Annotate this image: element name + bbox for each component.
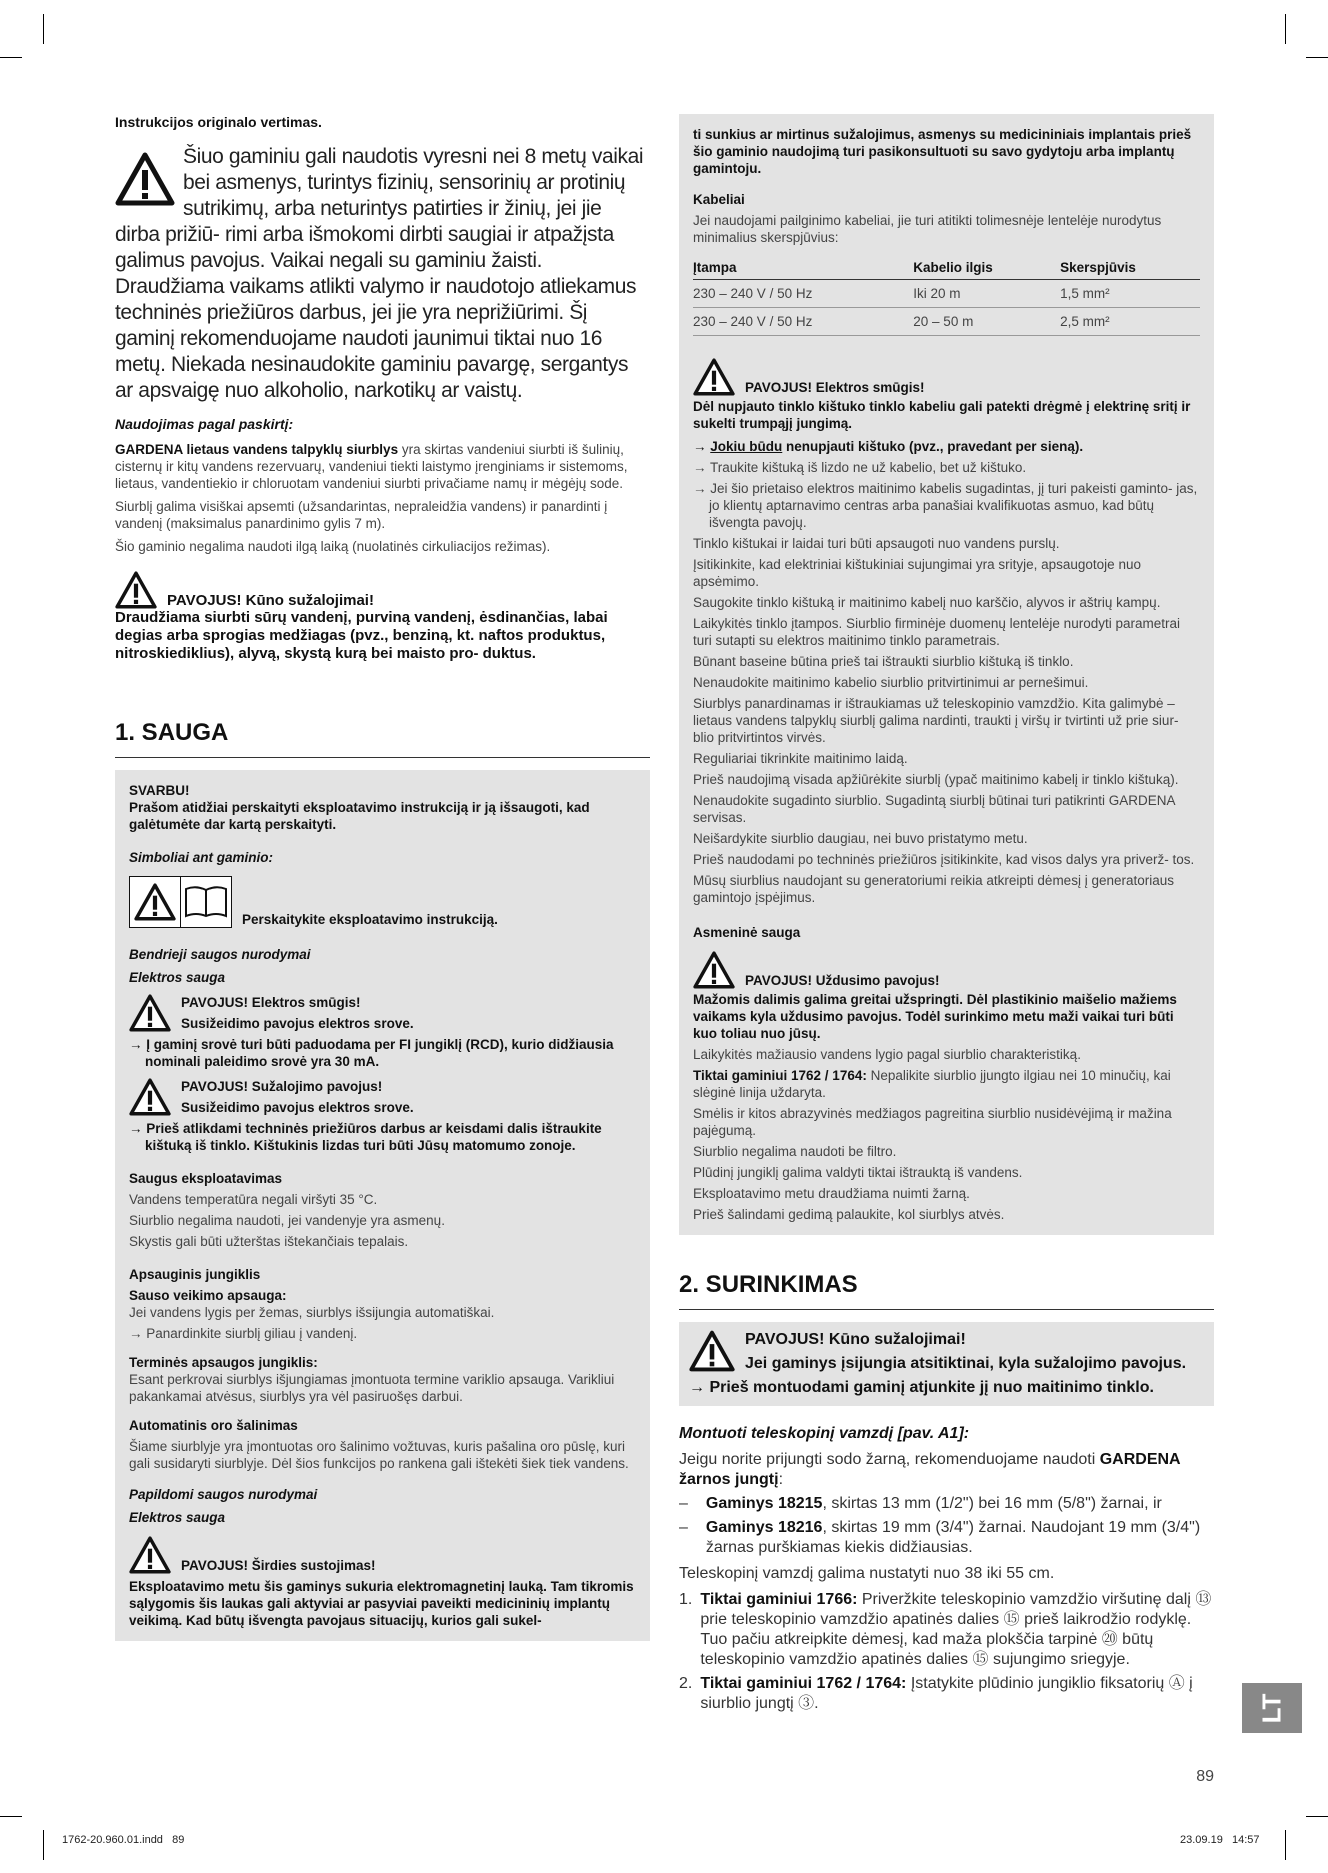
w2-title: PAVOJUS! Sužalojimo pavojus! [181,1079,383,1094]
table-cell: 230 – 240 V / 50 Hz [693,308,913,336]
shock-arrow-2-text: Traukite kištuką iš lizdo ne už kabelio, bet už kištuko. [710,460,1027,475]
crop-mark [1306,1816,1328,1817]
w1-sub: Susižeidimo pavojus elektros srove. [181,1016,414,1031]
w1-title: PAVOJUS! Elektros smūgis! [181,995,361,1010]
crop-mark [43,14,44,44]
safe-title: Saugus eksploatavimas [129,1171,283,1186]
warning-icon [129,1536,171,1574]
table-header: Skerspjūvis [1060,256,1200,280]
crop-mark [1306,57,1328,58]
symbol-box [129,876,232,928]
table-cell: 20 – 50 m [913,308,1060,336]
list-item [679,1494,1214,1514]
p-line: Prieš šalindami gedimą palaukite, kol siurblys atvės. [693,1207,1005,1222]
list-dash: – [679,1519,688,1536]
cont-text: ti sunkius ar mirtinus sužalojimus, asmenys su medicininiais implantais prieš šio gaminio naudojimą turi pasikonsultuoti su savo gydytoju arba implantų gamintoju. [693,127,1192,176]
choke-title: PAVOJUS! Uždusimo pavojus! [745,973,940,988]
p-line: Smėlis ir kitos abrazyvinės medžiagos pagreitina siurblio nusidėvėjimą ir mažina pajėgumą. [693,1106,1172,1138]
shock-arrow-3-text: Jei šio prietaiso elektros maitinimo kabelis sugadintas, jį turi pakeisti gaminto- jas, jo klientų aptarnavimo centras arba panašiai kvalifikuotas asmuo, kad būtų išvengta pavojų. [709,481,1198,530]
s2-danger-title: PAVOJUS! Kūno sužalojimai! [745,1331,966,1348]
intended-title: Naudojimas pagal paskirtį: [115,416,294,432]
safety-box-continued [679,114,1214,1235]
symbols-text: Perskaitykite eksploatavimo instrukciją. [242,912,498,927]
warning-icon [689,1330,735,1372]
extra-sub: Elektros sauga [129,1510,226,1525]
p-line: Eksploatavimo metu draudžiama nuimti žarną. [693,1186,970,1201]
switch-title: Apsauginis jungiklis [129,1267,261,1282]
heart-title: PAVOJUS! Širdies sustojimas! [181,1558,376,1573]
mount-title: Montuoti teleskopinį vamzdį [pav. A1]: [679,1425,970,1442]
shock-arrow-1: → Jokiu būdu nenupjauti kištuko (pvz., pravedant per sieną). [693,439,1084,454]
w2-arrow-text: Prieš atlikdami techninės priežiūros darbus ar keisdami dalis ištraukite kištuką iš tinklo. Kištukinis lizdas turi būti Jūsų matomumo zonoje. [145,1121,602,1153]
symbol-manual [181,876,232,928]
adjust-text: Teleskopinį vamzdį galima nustatyti nuo 38 iki 55 cm. [679,1565,1055,1582]
step-2 [679,1674,1214,1714]
intended-p3: Šio gaminio negalima naudoti ilgą laiką (nuolatinės cirkuliacijos režimas). [115,539,551,554]
p-line-2-bold: Tiktai gaminiui 1762 / 1764: [693,1068,867,1083]
step2-bold: Tiktai gaminiui 1762 / 1764: [700,1675,907,1692]
dry-arrow: → Panardinkite siurblį giliau į vandenį. [129,1326,358,1341]
warning-icon [693,951,735,989]
safe-1: Vandens temperatūra negali viršyti 35 °C. [129,1192,378,1207]
warning-choke [693,951,1200,989]
warning-heart [129,1536,636,1574]
step1-text: Priveržkite teleskopinio vamzdžio viršutinę dalį ⑬ prie teleskopinio vamzdžio apatinės dalies ⑮ prieš laikrodžio rodyklę. Tuo pačiu atkreipkite dėmesį, kad maža plokščia tarpinė ⑳ būtų teleskopinio vamzdžio apatinės dalies ⑮ sujungimo sriegyje. [700,1591,1212,1668]
footer-date: 23.09.19 14:57 [1180,1834,1260,1846]
item2-text: , skirtas 19 mm (3/4") žarnai. Naudojant 19 mm (3/4") žarnas purškiamas kiekis didžiausias. [705,1519,1201,1556]
s2-danger-arrow: → Prieš montuodami gaminį atjunkite jį nuo maitinimo tinklo. [689,1379,1154,1396]
danger-injury-head [115,571,650,609]
dry-arrow-text: Panardinkite siurblį giliau į vandenį. [146,1326,358,1341]
thermal-title: Terminės apsaugos jungiklis: [129,1355,318,1370]
assembly-warning-texts [745,1330,1186,1374]
step-2-text [700,1674,1214,1714]
step2-text: Įstatykite plūdinio jungiklio fiksatorių Ⓐ į siurblio jungtį ③. [700,1675,1193,1712]
rule-line: Neišardykite siurblio daugiau, nei buvo pristatymo metu. [693,831,1028,846]
crop-mark [1285,1830,1286,1860]
rule-line: Įsitikinkite, kad elektriniai kištukiniai sujungimai yra srityje, apsaugotoje nuo apsėmimo. [693,557,1141,589]
step-1 [679,1590,1214,1670]
rule-line: Prieš naudojimą visada apžiūrėkite siurblį (ypač maitinimo kabelį ir tinklo kištuką). [693,772,1179,787]
intended-p2: Siurblį galima visiškai apsemti (užsandarintas, nepraleidžia vandens) ir panardinti į vandenį (maksimalus panardinimo gylis 7 m). [115,499,608,531]
table-cell: 2,5 mm² [1060,308,1200,336]
crop-mark [0,57,22,58]
warning-icon [693,358,735,396]
w2-sub: Susižeidimo pavojus elektros srove. [181,1100,414,1115]
step-1-text [700,1590,1214,1670]
warning-icon [129,1078,171,1116]
table-row [693,280,1200,308]
rule-line: Nenaudokite maitinimo kabelio siurblio pritvirtinimui ar pernešimui. [693,675,1089,690]
danger-injury-title: PAVOJUS! Kūno sužalojimai! [167,592,374,609]
extra-title: Papildomi saugos nurodymai [129,1487,318,1502]
w1-arrow: → Į gaminį srovė turi būti paduodama per FI jungiklį (RCD), kurio didžiausia nominali paleidimo srovė yra 30 mA. [129,1037,614,1069]
footer-file: 1762-20.960.01.indd 89 [62,1834,185,1846]
crop-mark [43,1830,44,1860]
table-cell: 1,5 mm² [1060,280,1200,308]
mount-text-start: Jeigu norite prijungti sodo žarną, rekomenduojame naudoti [679,1451,1100,1468]
symbols-title: Simboliai ant gaminio: [129,850,274,865]
personal-title: Asmeninė sauga [693,925,801,940]
step-number: 1. [679,1591,693,1608]
rule-line: Būnant baseine būtina prieš tai ištraukti siurblio kištuką iš tinklo. [693,654,1074,669]
right-column [679,114,1214,1714]
step-number: 2. [679,1675,693,1692]
shock-text: Dėl nupjauto tinklo kištuko tinklo kabeliu gali patekti drėgmė į elektrinę sritį ir sukelti trumpąjį jungimą. [693,399,1191,431]
warning-injury-texts [181,1078,414,1116]
shock-arrow-1-text: nenupjauti kištuko (pvz., pravedant per sieną). [782,439,1084,454]
warning-icon [134,883,176,921]
safe-3: Skystis gali būti užterštas ištekančiais tepalais. [129,1234,409,1249]
w1-arrow-text: Į gaminį srovė turi būti paduodama per FI jungiklį (RCD), kurio didžiausia nominali paleidimo srovė yra 30 mA. [145,1037,614,1069]
rule-line: Prieš naudodami po techninės priežiūros įsitikinkite, kad visos dalys yra priverž- tos. [693,852,1195,867]
mount-text-end: : [778,1471,784,1488]
step1-bold: Tiktai gaminiui 1766: [700,1591,858,1608]
safety-box [115,770,650,1641]
table-cell: 230 – 240 V / 50 Hz [693,280,913,308]
language-tab-label: LT [1256,1693,1287,1723]
crop-mark [1285,14,1286,44]
rule-line: Saugokite tinklo kištuką ir maitinimo kabelį nuo karščio, alyvos ir aštrių kampų. [693,595,1161,610]
shock-arrow-1-u: Jokiu būdu [710,439,783,454]
warning-shock-texts [181,994,414,1032]
warning-icon [115,571,157,609]
w2-arrow: → Prieš atlikdami techninės priežiūros darbus ar keisdami dalis ištraukite kištuką iš tinklo. Kištukinis lizdas turi būti Jūsų matomumo zonoje. [129,1121,602,1153]
p-line-2-text: Nepalikite siurblio įjungto ilgiau nei 10 minučių, kai slėginė linija uždaryta. [693,1068,1171,1100]
rule-line: Mūsų siurblius naudojant su generatoriumi reikia atkreipti dėmesį į generatoriaus gamintojo įspėjimus. [693,873,1174,905]
list-item-text [706,1518,1214,1558]
table-row [693,308,1200,336]
rule-line: Tinklo kištukai ir laidai turi būti apsaugoti nuo vandens purslų. [693,536,1060,551]
mount-text-bold: GARDENA žarnos jungtį [679,1451,1180,1488]
intro-block [115,144,650,404]
electric-title: Elektros sauga [129,970,226,985]
rule-line: Nenaudokite sugadinto siurblio. Sugadintą siurblį būtinai turi patikrinti GARDENA servisas. [693,793,1175,825]
item1-bold: Gaminys 18215 [705,1495,823,1512]
page-number: 89 [1196,1768,1214,1785]
intended-p1-text: yra skirtas vandeniui siurbti iš šulinių, cisternų ir kitų vandens rezervuarų, vandeniui tiekti laistymo įrenginiams ir sistemoms, lietaus, vandentiekio ir chloruotam vandeniui siurbti privačiame namų ir mėgėjų sode. [115,442,628,491]
shock-arrow-3: → Jei šio prietaiso elektros maitinimo kabelis sugadintas, jį turi pakeisti gaminto- jas, jo klientų aptarnavimo centras arba panašiai kvalifikuotas asmuo, kad būtų išvengta pavojų. [693,481,1198,530]
list-dash: – [679,1495,688,1512]
warning-icon [129,994,171,1032]
table-header: Kabelio ilgis [913,256,1060,280]
intro-text: Šiuo gaminiu gali naudotis vyresni nei 8 metų vaikai bei asmenys, turintys fizinių, sensorinių ar protinių sutrikimų, arba neturintys patirties ir žinių, jei jie dirba prižiū- rimi arba išmokomi dirbti saugiai ir atpažįsta galimus pavojus. Vaikai negali su gaminiu žaisti. Draudžiama vaikams atlikti valymo ir naudotojo atliekamus techninės priežiūros darbus, jei jie yra neprižiūrimi. Šį gaminį rekomenduojame naudoti jaunimui tiktai nuo 16 metų. Niekada nesinaudokite gaminiu pavargę, sergantys ar apsvaigę nuo alkoholio, narkotikų ar vaistų. [115,145,644,402]
p-line-2 [693,1067,1200,1101]
section-1-title: 1. SAUGA [115,719,650,758]
assembly-warning-box [679,1322,1214,1406]
rule-line: Siurblys panardinamas ir ištraukiamas už teleskopinio vamzdžio. Kita galimybė – lietaus vandens talpyklų siurblį galima nardinti, traukti į viršų ir tvirtinti už prie siur- blio pritvirtintos virvės. [693,696,1179,745]
air-title: Automatinis oro šalinimas [129,1418,298,1433]
general-title: Bendrieji saugos nurodymai [129,947,311,962]
heart-text: Eksploatavimo metu šis gaminys sukuria elektromagnetinį lauką. Tam tikromis sąlygomis šis laukas gali aktyviai ar pasyviai paveikti medicininių implantų veikimą. Kad būtų išvengta pavojaus situacijų, kurios gali sukel- [129,1579,634,1628]
safe-2: Siurblio negalima naudoti, jei vandenyje yra asmenų. [129,1213,445,1228]
left-column [115,114,650,1641]
shock-title: PAVOJUS! Elektros smūgis! [745,380,925,395]
rules-list [693,535,1200,906]
danger-injury-block [115,571,650,663]
crop-mark [0,1816,22,1817]
shock-arrow-2: → Traukite kištuką iš lizdo ne už kabelio, bet už kištuko. [693,460,1027,475]
p-line: Siurblio negalima naudoti be filtro. [693,1144,897,1159]
assembly-warning [689,1330,1204,1374]
list-item [679,1518,1214,1558]
danger-injury-text: Draudžiama siurbti sūrų vandenį, purviną vandenį, ėsdinančias, labai degias arba sprogias medžiagas (pvz., benziną, kt. naftos produktus, nitroskiediklius), alyvą, skystą kurą bei maisto pro- duktus. [115,609,608,662]
book-icon [184,885,228,919]
s2-danger-arrow-text: Prieš montuodami gaminį atjunkite jį nuo maitinimo tinklo. [709,1379,1154,1396]
s2-danger-sub: Jei gaminys įsijungia atsitiktinai, kyla sužalojimo pavojus. [745,1355,1187,1372]
language-tab [1242,1683,1302,1733]
symbols-row [129,876,636,928]
rule-line: Laikykitės tinklo įtampos. Siurblio firminėje duomenų lentelėje nurodyti parametrai turi sutapti su elektros maitinimo tinklo parametrais. [693,616,1180,648]
dry-text: Jei vandens lygis per žemas, siurblys išsijungia automatiškai. [129,1305,495,1320]
table-header: Įtampa [693,256,913,280]
warning-shock-2 [693,358,1200,396]
thermal-text: Esant perkrovai siurblys išjungiamas įmontuota termine variklio apsauga. Varikliui pakankamai atvėsus, siurblys yra vėl pasiruošęs darbui. [129,1372,615,1404]
important-text: Prašom atidžiai perskaityti eksploatavimo instrukciją ir ją išsaugoti, kad galėtumėte dar kartą perskaityti. [129,800,590,832]
section-2-title: 2. SURINKIMAS [679,1271,1214,1310]
intended-p1-bold: GARDENA lietaus vandens talpyklų siurblys [115,442,399,457]
rule-line: Reguliariai tikrinkite maitinimo laidą. [693,751,908,766]
table-header-row [693,256,1200,280]
intended-p1 [115,441,650,492]
item2-bold: Gaminys 18216 [705,1519,823,1536]
choke-text: Mažomis dalimis galima greitai užspringti. Dėl plastikinio maišelio mažiems vaikams kyla uždusimo pavojus. Todėl surinkimo metu maži vaikai turi būti kuo toliau nuo jūsų. [693,992,1177,1041]
p-line-1: Laikykitės mažiausio vandens lygio pagal siurblio charakteristiką. [693,1047,1081,1062]
intro-title: Instrukcijos originalo vertimas. [115,114,322,130]
cables-text: Jei naudojami pailginimo kabeliai, jie turi atitikti tolimesnėje lentelėje nurodytus minimalius skerspjūvius: [693,213,1162,245]
list-item-text [706,1494,1162,1514]
mount-text [679,1450,1214,1490]
cables-title: Kabeliai [693,192,745,207]
warning-shock [129,994,636,1032]
dry-title: Sauso veikimo apsauga: [129,1288,287,1303]
warning-icon [115,152,175,206]
p-line: Plūdinį jungiklį galima valdyti tiktai ištrauktą iš vandens. [693,1165,1023,1180]
item1-text: , skirtas 13 mm (1/2") bei 16 mm (5/8") žarnai, ir [822,1495,1162,1512]
warning-injury [129,1078,636,1116]
table-cell: Iki 20 m [913,280,1060,308]
important-title: SVARBU! [129,783,190,798]
symbol-warning [129,876,181,928]
air-text: Šiame siurblyje yra įmontuotas oro šalinimo vožtuvas, kuris pašalina oro pūslę, kuri gali susidaryti siurblyje. Dėl šios funkcijos po rankena gali ištekėti šiek tiek vandens. [129,1439,629,1471]
cable-table [693,256,1200,336]
